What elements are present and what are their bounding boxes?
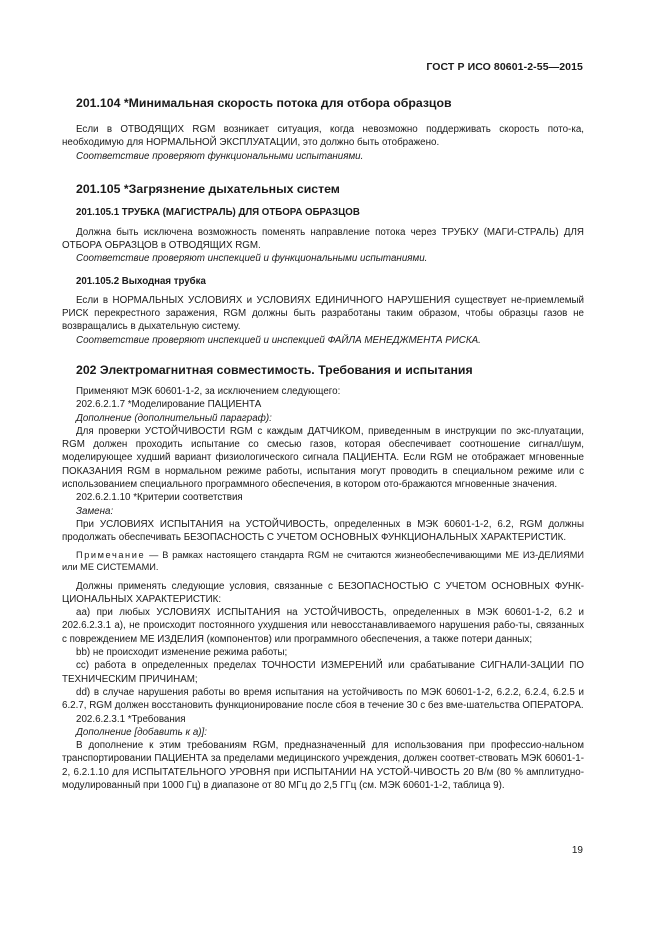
section-202-intro: Применяют МЭК 60601-1-2, за исключением следующего:	[76, 385, 341, 397]
condition-cc: cc) работа в определенных пределах ТОЧНОСТИ ИЗМЕРЕНИЙ или срабатывание СИГНАЛИ-ЗАЦИИ ПО ТЕХНИЧЕСКИМ ПРИЧИНАМ;	[62, 660, 584, 685]
page-content	[62, 90, 584, 792]
clause-202-6-2-3-1-text: В дополнение к этим требованиям RGM, предназначенный для использования при профессио-нальном транспортировании ПАЦИЕНТА за пределами медицинского учреждения, должен соответ-ствовать МЭК 60601-1-2, 6.2.1.10 для ИСПЫТАТЕЛЬНОГО УРОВНЯ при ИСПЫТАНИИ НА УСТОЙ-ЧИВОСТЬ 20 В/м (80 % амплитудно-модулированный при 1000 Гц) в диапазоне от 80 МГц до 2,5 ГГц (см. МЭК 60601-1-2, таблица 9).	[62, 740, 584, 791]
section-201-105-1-title: 201.105.1 ТРУБКА (МАГИСТРАЛЬ) ДЛЯ ОТБОРА ОБРАЗЦОВ	[76, 206, 360, 218]
clause-replacement-label: Замена:	[76, 505, 114, 517]
clause-202-6-2-3-1: 202.6.2.3.1 *Требования	[76, 713, 186, 725]
section-201-104-compliance: Соответствие проверяют функциональными испытаниями.	[76, 150, 364, 162]
condition-dd: dd) в случае нарушения работы во время испытания на устойчивость по МЭК 60601-1-2, 6.2.2, 6.2.4, 6.2.5 и 6.2.7, RGM должен восстановить функционирование после сбоя в течение 30 с без вме-шательства ОПЕРАТОРА.	[62, 686, 584, 712]
section-201-104-paragraph: Если в ОТВОДЯЩИХ RGM возникает ситуация, когда невозможно поддерживать скорость пото-ка, необходимую для НОРМАЛЬНОЙ ЭКСПЛУАТАЦИИ, это должно быть отображено.	[62, 124, 584, 149]
condition-aa: aa) при любых УСЛОВИЯХ ИСПЫТАНИЯ на УСТОЙЧИВОСТЬ, определенных в МЭК 60601-1-2, 6.2 и 202.6.2.3.1 а), не происходит постоянного ухудшения или невосстанавливаемого нарушения рабо-ты, связанных с повреждением ME ИЗДЕЛИЯ (компонентов) или программного обеспечения, а также потери данных;	[62, 607, 584, 645]
section-201-105-2-paragraph: Если в НОРМАЛЬНЫХ УСЛОВИЯХ и УСЛОВИЯХ ЕДИНИЧНОГО НАРУШЕНИЯ существует не-приемлемый РИСК перекрестного заражения, RGM должны быть разработаны таким образом, чтобы образцы газов не возвращались в дыхательную систему.	[62, 294, 584, 333]
clause-202-6-2-1-7-text: Для проверки УСТОЙЧИВОСТИ RGM с каждым ДАТЧИКОМ, приведенным в инструкции по экс-плуатации, RGM должен проходить испытание со смесью газов, которая обеспечивает соотношение сигнал/шум, моделирующее худший вариант физиологического сигнала ПАЦИЕНТА. Если RGM не отображает мгновенные ПОКАЗАНИЯ RGM в нормальном режиме работы, испытания могут проводить в специальном режиме или с использованием специального программного обеспечения, в котором ото-бражаются мгновенные значения.	[62, 425, 584, 491]
clause-202-6-2-1-10-text: При УСЛОВИЯХ ИСПЫТАНИЯ на УСТОЙЧИВОСТЬ, определенных в МЭК 60601-1-2, 6.2, RGM должны продолжать обеспечивать БЕЗОПАСНОСТЬ С УЧЕТОМ ОСНОВНЫХ ФУНКЦИОНАЛЬНЫХ ХАРАКТЕРИСТИК.	[62, 518, 584, 544]
section-201-104-title: 201.104 *Минимальная скорость потока для отбора образцов	[76, 96, 452, 110]
section-201-105-2-title: 201.105.2 Выходная трубка	[76, 275, 206, 287]
clause-addition-a-label: Дополнение [добавить к а)]:	[76, 726, 207, 738]
section-201-105-1-compliance: Соответствие проверяют инспекцией и функциональными испытаниями.	[76, 253, 428, 265]
note	[62, 549, 584, 574]
section-201-105-1-paragraph: Должна быть исключена возможность поменять направление потока через ТРУБКУ (МАГИ-СТРАЛЬ) ДЛЯ ОТБОРА ОБРАЗЦОВ в ОТВОДЯЩИХ RGM.	[62, 226, 584, 252]
clause-202-6-2-1-10: 202.6.2.1.10 *Критерии соответствия	[76, 492, 243, 504]
clause-202-6-2-1-7: 202.6.2.1.7 *Моделирование ПАЦИЕНТА	[76, 399, 262, 411]
note-text: — В рамках настоящего стандарта RGM не считаются жизнеобеспечивающими ME ИЗ-ДЕЛИЯМИ или ME СИСТЕМАМИ.	[62, 549, 584, 573]
clause-addition-label: Дополнение (дополнительный параграф):	[76, 412, 272, 424]
standard-header: ГОСТ Р ИСО 80601-2-55—2015	[426, 61, 583, 73]
section-201-105-2-compliance: Соответствие проверяют инспекцией и инспекцией ФАЙЛА МЕНЕДЖМЕНТА РИСКА.	[76, 334, 481, 346]
page-number: 19	[571, 845, 583, 856]
condition-bb: bb) не происходит изменение режима работы;	[76, 647, 288, 659]
section-202-title: 202 Электромагнитная совместимость. Требования и испытания	[76, 362, 473, 377]
conditions-intro: Должны применять следующие условия, связанные с БЕЗОПАСНОСТЬЮ С УЧЕТОМ ОСНОВНЫХ ФУНК-ЦИОНАЛЬНЫХ ХАРАКТЕРИСТИК:	[62, 580, 584, 605]
note-label: Примечание	[76, 549, 146, 560]
section-201-105-title: 201.105 *Загрязнение дыхательных систем	[76, 181, 340, 196]
